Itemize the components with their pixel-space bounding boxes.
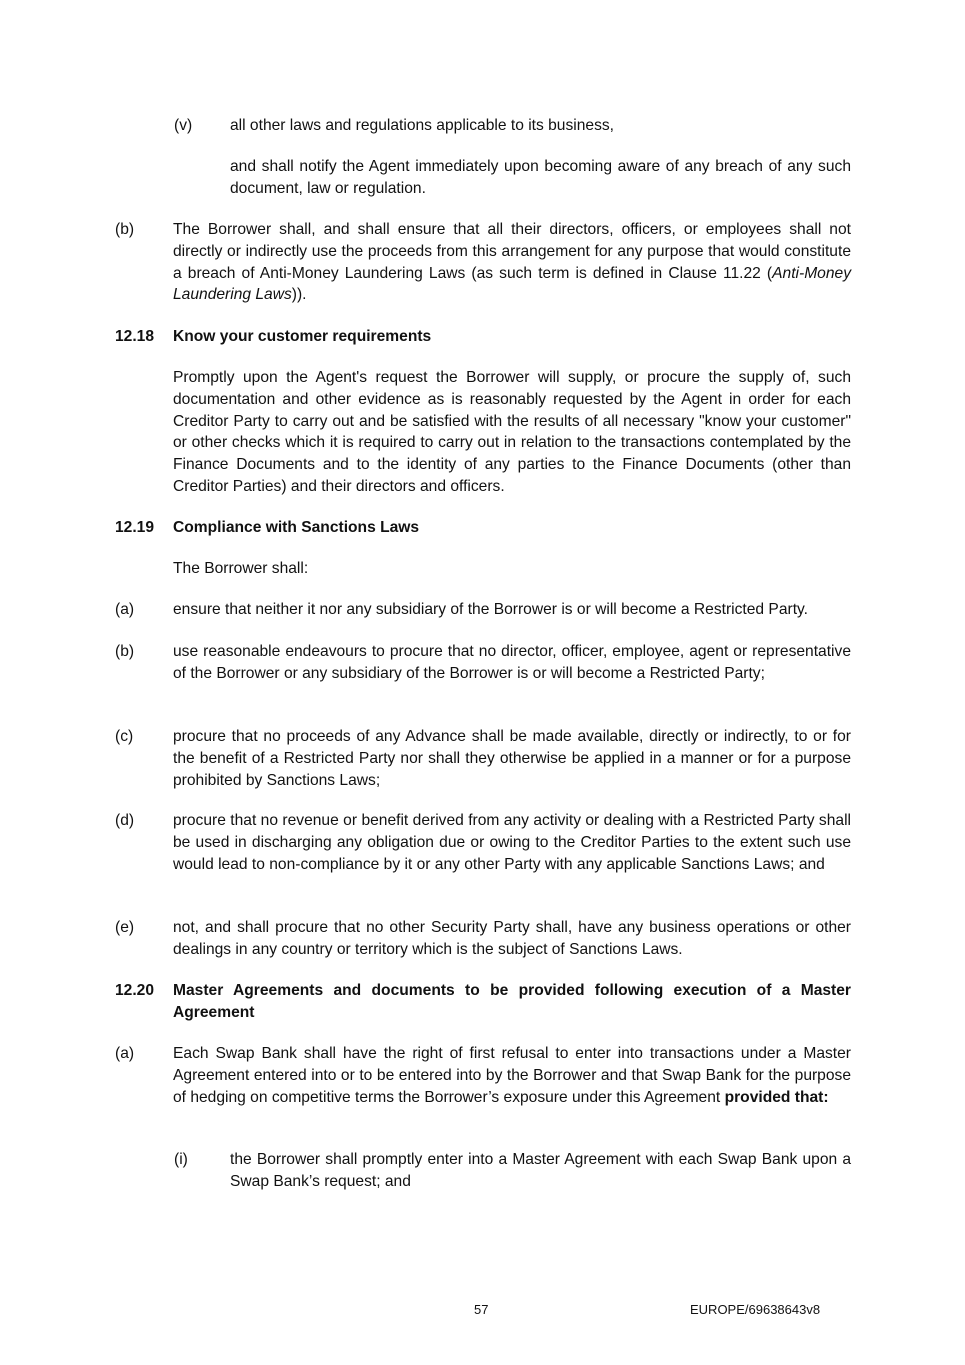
section-1220-i-text: the Borrower shall promptly enter into a Master Agreement with each Swap Bank upon a Swap Bank’s request; and — [230, 1151, 851, 1190]
section-1220-i-marker: (i) — [174, 1151, 188, 1168]
list-item-text: ensure that neither it nor any subsidiary of the Borrower is or will become a Restricted Party. — [173, 601, 809, 618]
page-number: 57 — [474, 1302, 489, 1317]
list-item-marker: (a) — [115, 601, 135, 618]
para-b-italic-ref: Anti-Money Laundering Laws — [173, 264, 851, 304]
item-v-followup: and shall notify the Agent immediately upon becoming aware of any breach of any such document, law or regulation. — [230, 158, 851, 197]
section-1219-number: 12.19 — [115, 519, 155, 536]
section-1220-title: Master Agreements and documents to be provided following execution of a Master Agreement — [173, 982, 851, 1021]
list-item-marker: (b) — [115, 643, 135, 660]
list-item-text: use reasonable endeavours to procure that no director, officer, employee, agent or representative of the Borrower or any subsidiary of the Borrower is or will become a Restricted Party; — [173, 643, 851, 682]
section-1218-number: 12.18 — [115, 328, 155, 345]
list-item-text: procure that no proceeds of any Advance shall be made available, directly or indirectly, to or for the benefit of a Restricted Party nor shall they otherwise be applied in a manner or for a purpose prohibited by Sanctions Laws; — [173, 728, 851, 789]
document-reference: EUROPE/69638643v8 — [690, 1302, 821, 1317]
list-item-marker: (c) — [115, 728, 134, 745]
list-item-marker: (d) — [115, 812, 135, 829]
section-1219-intro: The Borrower shall: — [173, 560, 309, 577]
section-1220-a-marker: (a) — [115, 1045, 135, 1062]
list-item-text: procure that no revenue or benefit derived from any activity or dealing with a Restricted Party shall be used in discharging any obligation due or owing to the Creditor Parties to the extent such use would lead to non-compliance by it or any other Party with any applicable Sanctions Laws; and — [173, 812, 851, 873]
section-1220-a-main: Each Swap Bank shall have the right of first refusal to enter into transactions under a Master Agreement entered into or to be entered into by the Borrower and that Swap Bank for the purpose of hedging on competitive terms the Borrower’s exposure under this Agreement — [173, 1045, 851, 1106]
section-1218-title: Know your customer requirements — [173, 328, 432, 345]
para-b-marker: (b) — [115, 221, 135, 238]
list-item-marker: (e) — [115, 919, 135, 936]
section-1219-title: Compliance with Sanctions Laws — [173, 519, 420, 536]
para-b-text — [173, 219, 851, 306]
section-1220-number: 12.20 — [115, 982, 155, 999]
section-1220-a-bold-tail: provided that: — [724, 1088, 829, 1106]
section-1220-a-text — [173, 1043, 851, 1108]
para-b-text-end: )). — [291, 286, 307, 304]
item-v-marker: (v) — [174, 117, 193, 134]
section-1218-body: Promptly upon the Agent's request the Borrower will supply, or procure the supply of, such documentation and other evidence as is reasonably requested by the Agent in order for each Creditor Party to carry out and be satisfied with the results of all necessary "know your customer" or other checks which it is required to carry out in relation to the transactions contemplated by the Finance Documents and to the identity of any parties to the Finance Documents (other than Creditor Parties) and their directors and officers. — [173, 369, 851, 495]
list-item-text: not, and shall procure that no other Security Party shall, have any business operations or other dealings in any country or territory which is the subject of Sanctions Laws. — [173, 919, 851, 958]
item-v-text: all other laws and regulations applicable to its business, — [230, 117, 615, 134]
para-b-text-main: The Borrower shall, and shall ensure that all their directors, officers, or employees shall not directly or indirectly use the proceeds from this arrangement for any purpose that would constitute a breach of Anti-Money Laundering Laws (as such term is defined in Clause 11.22 ( — [173, 221, 851, 282]
